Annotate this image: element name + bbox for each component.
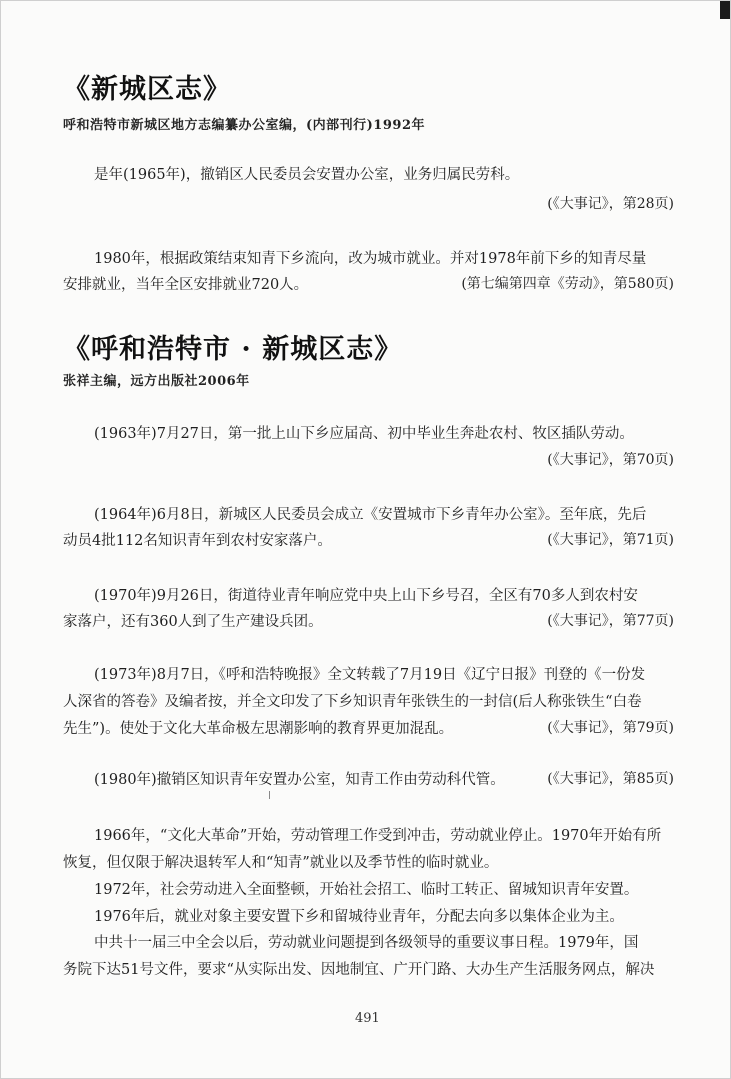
book2-entry1-citation: (《大事记》，第70页): [547, 452, 674, 468]
book2-entry1-line1: (1963年)7月27日，第一批上山下乡应届高、初中毕业生奔赴农村、牧区插队劳动。: [94, 426, 634, 442]
book2-entry3-line1: (1970年)9月26日，街道待业青年响应党中央上山下乡号召，全区有70多人到农村安: [94, 588, 638, 604]
book2-entry3-citation: (《大事记》，第77页): [547, 613, 674, 629]
book2-entry5-citation: (《大事记》，第85页): [547, 771, 674, 787]
book2-entry4-citation: (《大事记》，第79页): [547, 720, 674, 736]
book2-title: 《呼和浩特市 · 新城区志》: [63, 334, 403, 365]
book2-entry2-line1: (1964年)6月8日，新城区人民委员会成立《安置城市下乡青年办公室》。至年底，先后: [94, 507, 647, 523]
book1-entry1-citation: (《大事记》，第28页): [547, 196, 674, 212]
book2-source: 张祥主编，远方出版社2006年: [63, 374, 250, 389]
page-number: 491: [355, 1011, 380, 1026]
book1-entry2-line2: 安排就业，当年全区安排就业720人。: [63, 277, 309, 293]
book2-entry2-line2: 动员4批112名知识青年到农村安家落户。: [63, 533, 332, 549]
body-line-3: 1972年，社会劳动进入全面整顿，开始社会招工、临时工转正、留城知识青年安置。: [94, 882, 639, 898]
book1-entry1-line1: 是年(1965年)，撤销区人民委员会安置办公室，业务归属民劳科。: [94, 167, 520, 183]
book2-entry4-line2: 人深省的答卷》及编者按，并全文印发了下乡知识青年张铁生的一封信(后人称张铁生“白卷: [63, 694, 642, 710]
book2-entry5-line1: (1980年)撤销区知识青年安置办公室，知青工作由劳动科代管。: [94, 772, 505, 788]
book2-entry4-line3: 先生”)。使处于文化大革命极左思潮影响的教育界更加混乱。: [63, 721, 454, 737]
book2-entry3-line2: 家落户，还有360人到了生产建设兵团。: [63, 614, 323, 630]
book1-entry2-citation: (第七编第四章《劳动》，第580页): [461, 276, 674, 292]
body-line-2: 恢复，但仅限于解决退转军人和“知青”就业以及季节性的临时就业。: [63, 855, 499, 871]
book2-entry4-line1: (1973年)8月7日，《呼和浩特晚报》全文转载了7月19日《辽宁日报》刊登的《一份发: [94, 667, 646, 683]
scan-corner-mark: [720, 1, 730, 19]
book2-entry2-citation: (《大事记》，第71页): [547, 532, 674, 548]
book1-title: 《新城区志》: [63, 74, 231, 105]
book1-entry2-line1: 1980年，根据政策结束知青下乡流向，改为城市就业。并对1978年前下乡的知青尽量: [94, 251, 647, 267]
body-line-1: 1966年，“文化大革命”开始，劳动管理工作受到冲击，劳动就业停止。1970年开始有所: [94, 828, 662, 844]
body-line-4: 1976年后，就业对象主要安置下乡和留城待业青年，分配去向多以集体企业为主。: [94, 909, 624, 925]
body-line-5: 中共十一届三中全会以后，劳动就业问题提到各级领导的重要议事日程。1979年，国: [94, 935, 639, 951]
book1-source: 呼和浩特市新城区地方志编纂办公室编，(内部刊行)1992年: [63, 118, 425, 133]
scan-speck: [269, 791, 270, 799]
body-line-6: 务院下达51号文件，要求“从实际出发、因地制宜、广开门路、大办生产生活服务网点，解决: [63, 962, 655, 978]
